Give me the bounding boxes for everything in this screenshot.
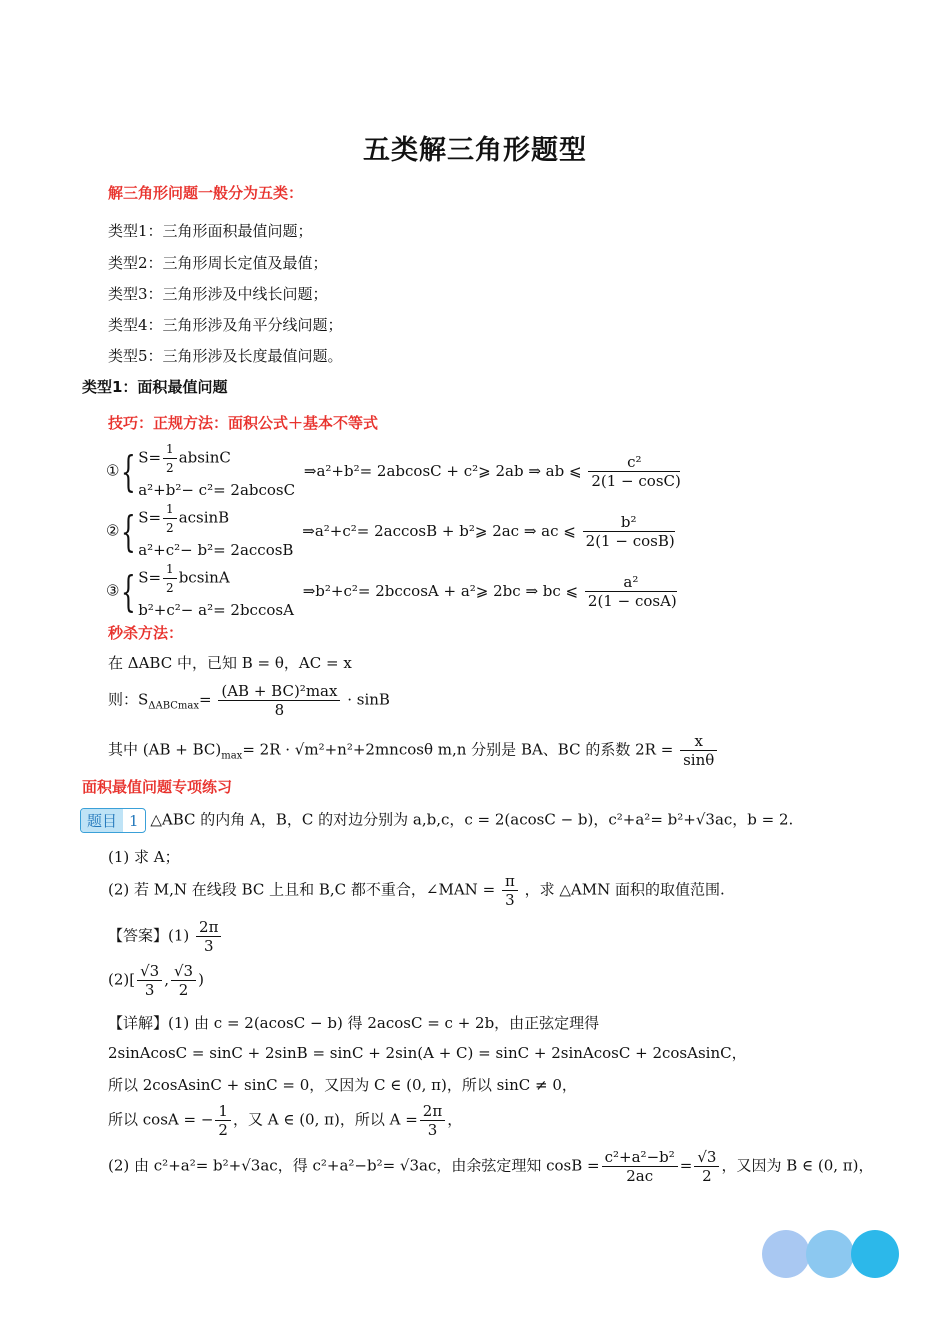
type1-heading: 类型1：面积最值问题 [82,378,228,396]
question-1: (1) 求 A； [108,848,180,866]
question-2: (2) 若 M,N 在线段 BC 上且和 B,C 都不重合，∠MAN = $\frac{\pi}{3}$ ，求 △AMN 面积的取值范围. [108,872,725,909]
intro-heading: 解三角形问题一般分为五类： [108,184,304,202]
decor-circle-3 [851,1230,899,1278]
quick-line-3: 其中 $(AB + BC)_{max}= 2R \cdot √m^2+n^2+2mncos\theta$ m,n 分别是 BA、BC 的系数 2R = $\frac{x}{\sin\theta}$ [108,732,719,769]
type-item-2: 类型2：三角形周长定值及最值； [108,254,328,272]
decor-circle-1 [762,1230,810,1278]
formula-1: ①{ S= $\frac{1}{2}$ absinC a²+b²− c²= 2abcosC ⇒a²+b²= 2abcosC + c²⩾ 2ab ⇒ ab ⩽ $\frac{\text{c²}}{2(1 - \cos C)}$ [106,442,681,499]
formula-2: ②{ S= $\frac{1}{2}$ acsinB a²+c²− b²= 2accosB ⇒a²+c²= 2accosB + b²⩾ 2ac ⇒ ac ⩽ $\frac{\text{b²}}{2(1 - \cos B)}$ [106,502,675,559]
type-item-3: 类型3：三角形涉及中线长问题； [108,285,328,303]
formula-mark: ① [106,461,120,480]
detail-line-3: 所以 2cosAsinC + sinC = 0，又因为 C ∈ (0, π)，所以 sinC ≠ 0， [108,1076,577,1094]
decor-circle-2 [806,1230,854,1278]
type-item-4: 类型4：三角形涉及角平分线问题； [108,316,343,334]
answer-2: (2)[ $\frac{√3}{3}$ , $\frac{√3}{2}$ ) [108,962,204,999]
practice-heading: 面积最值问题专项练习 [82,778,233,796]
tip-heading: 技巧：正规方法：面积公式＋基本不等式 [108,414,379,432]
formula-mark: ② [106,521,120,540]
page-title: 五类解三角形题型 [363,135,587,166]
detail-line-2: 2sinAcosC = sinC + 2sinB = sinC + 2sin(A + C) = sinC + 2sinAcosC + 2cosAsinC， [108,1044,747,1062]
detail-line-5: (2) 由 c²+a²= b²+√3ac，得 c²+a²−b²= √3ac，由余弦定理知 cosB = $\frac{\text{c²+a²−b²}}{2ac}$ = $\frac{√3}{2}$ ，又因为 B ∈ (0, π)， [108,1148,874,1185]
formula-3: ③{ S= $\frac{1}{2}$ bcsinA b²+c²− a²= 2bccosA ⇒b²+c²= 2bccosA + a²⩾ 2bc ⇒ bc ⩽ $\frac{\text{a²}}{2(1 - \cos A)}$ [106,562,677,619]
problem-stem: 题目 1 △ABC 的内角 A，B，C 的对边分别为 a,b,c，c = 2(acosC − b)，c²+a²= b²+√3ac，b = 2. [80,808,793,833]
quick-heading: 秒杀方法： [108,624,184,642]
formula-mark: ③ [106,581,120,600]
detail-line-1: 【详解】(1) 由 c = 2(acosC − b) 得 2acosC = c + 2b，由正弦定理得 [108,1014,600,1032]
quick-line-2: 则：$S_{\Delta ABCmax}=$ $\frac{\text{(AB + BC)²max}}{8}$ · sinB [108,682,390,719]
type-item-5: 类型5：三角形涉及长度最值问题。 [108,347,343,365]
quick-line-1: 在 ΔABC 中，已知 B = θ，AC = x [108,654,352,672]
detail-line-4: 所以 cosA = − $\frac{1}{2}$ ，又 A ∈ (0, π)，所以 A = $\frac{2\pi}{3}$ ， [108,1102,463,1139]
type-item-1: 类型1：三角形面积最值问题； [108,222,313,240]
problem-badge: 题目 1 [80,808,146,833]
answer-1: 【答案】(1) $\frac{2\pi}{3}$ [108,918,223,955]
